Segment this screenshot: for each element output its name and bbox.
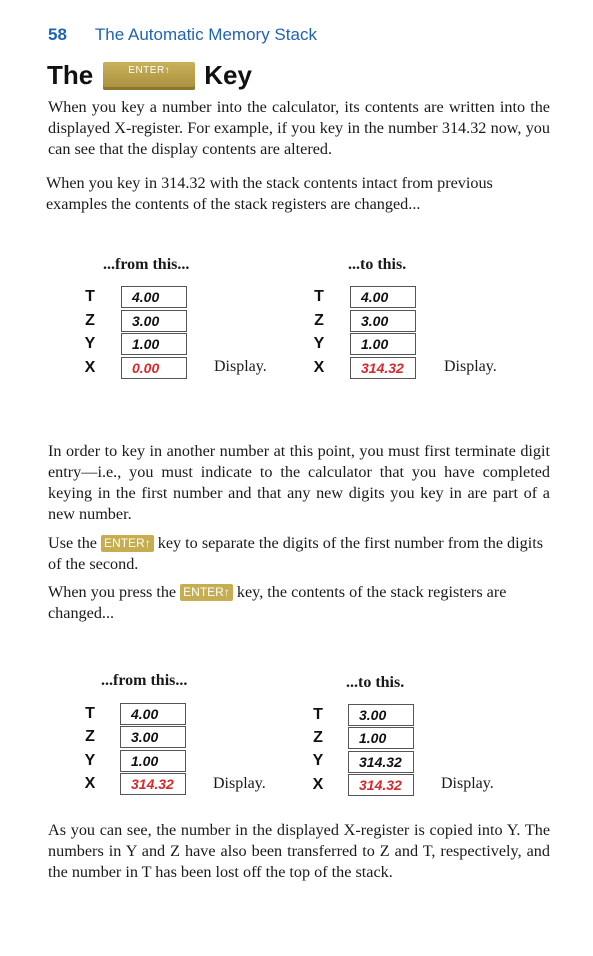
- register-z-value: 3.00: [350, 310, 416, 332]
- register-label-t: T: [85, 705, 95, 722]
- display-label: Display.: [213, 775, 266, 792]
- register-y-value: 314.32: [348, 751, 414, 773]
- from-caption: ...from this...: [103, 256, 190, 273]
- register-t-value: 4.00: [121, 286, 187, 308]
- register-label-z: Z: [85, 312, 95, 329]
- display-label: Display.: [214, 358, 267, 375]
- chapter-title: The Automatic Memory Stack: [94, 25, 317, 44]
- section-title: [47, 60, 252, 91]
- to-caption: ...to this.: [346, 674, 405, 691]
- title-suffix: Key: [204, 60, 252, 90]
- enter-key-label: ENTER↑: [128, 64, 171, 76]
- register-label-z: Z: [85, 728, 95, 745]
- register-label-y: Y: [313, 335, 325, 352]
- paragraph-4-end: key to separate the digits of the first number from the digits of the second.: [48, 534, 544, 573]
- title-prefix: The: [47, 60, 94, 90]
- paragraph-3: In order to key in another number at this point, you must first terminate digit entry—i.e., you must indicate to the calculator that you have completed keying in the first number and that any new digits you key in are part of a new number.: [48, 442, 550, 523]
- page-header: [48, 25, 317, 45]
- register-label-x: X: [313, 359, 325, 376]
- register-z-value: 3.00: [121, 310, 187, 332]
- register-label-y: Y: [84, 335, 96, 352]
- paragraph-5: [48, 582, 550, 624]
- register-label-z: Z: [313, 729, 323, 746]
- register-z-value: 3.00: [120, 726, 186, 748]
- register-x-value: 314.32: [120, 773, 186, 795]
- register-label-t: T: [314, 288, 324, 305]
- register-y-value: 1.00: [121, 333, 187, 355]
- register-x-value: 0.00: [121, 357, 187, 379]
- paragraph-5-end: key, the contents of the stack registers are changed...: [48, 583, 507, 622]
- register-label-z: Z: [314, 312, 324, 329]
- enter-key-icon: ENTER↑: [180, 584, 233, 601]
- register-y-value: 1.00: [350, 333, 416, 355]
- register-label-y: Y: [312, 752, 324, 769]
- register-t-value: 4.00: [120, 703, 186, 725]
- paragraph-4: [48, 533, 550, 575]
- register-x-value: 314.32: [350, 357, 416, 379]
- register-label-x: X: [84, 359, 96, 376]
- register-label-x: X: [312, 776, 324, 793]
- register-x-value: 314.32: [348, 774, 414, 796]
- register-y-value: 1.00: [120, 750, 186, 772]
- display-label: Display.: [441, 775, 494, 792]
- display-label: Display.: [444, 358, 497, 375]
- register-t-value: 4.00: [350, 286, 416, 308]
- page-number: 58: [48, 25, 67, 44]
- paragraph-2: When you key in 314.32 with the stack contents intact from previous examples the contents of the stack registers are changed...: [46, 174, 493, 213]
- register-label-x: X: [84, 775, 96, 792]
- enter-key-icon: [103, 62, 195, 90]
- paragraph-6: As you can see, the number in the displayed X-register is copied into Y. The numbers in Y and Z have also been transferred to Z and T, respectively, and the number in T has been lost off the top of the stack.: [48, 821, 550, 881]
- paragraph-4-start: Use the: [48, 534, 97, 552]
- register-label-y: Y: [84, 752, 96, 769]
- register-label-t: T: [313, 706, 323, 723]
- register-z-value: 1.00: [348, 727, 414, 749]
- enter-key-icon: ENTER↑: [101, 535, 154, 552]
- paragraph-1: When you key a number into the calculator, its contents are written into the displayed X-register. For example, if you key in the number 314.32 now, you can see that the display contents are altered.: [48, 98, 550, 158]
- to-caption: ...to this.: [348, 256, 407, 273]
- register-label-t: T: [85, 288, 95, 305]
- paragraph-5-start: When you press the: [48, 583, 177, 601]
- from-caption: ...from this...: [101, 672, 188, 689]
- register-t-value: 3.00: [348, 704, 414, 726]
